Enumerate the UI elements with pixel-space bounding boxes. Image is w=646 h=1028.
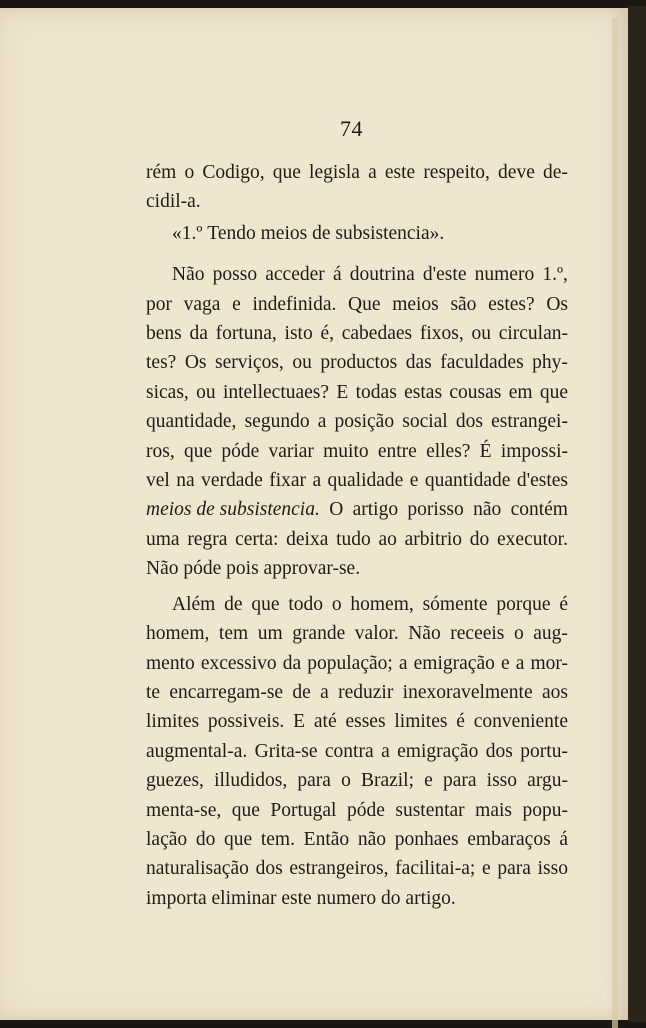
book-page xyxy=(0,8,628,1020)
word: meios xyxy=(260,222,308,244)
word: ao xyxy=(378,528,397,550)
word: mor- xyxy=(530,652,568,674)
text-line xyxy=(146,796,568,825)
word: que xyxy=(539,381,568,403)
word: do xyxy=(381,887,401,909)
text-line xyxy=(146,378,568,407)
word: o xyxy=(513,623,524,645)
word: Os xyxy=(546,293,568,315)
word: reduzir xyxy=(338,681,394,703)
word: dos xyxy=(485,740,513,762)
text-line xyxy=(146,590,568,619)
word: póde xyxy=(346,799,385,821)
word: esses xyxy=(345,711,386,733)
word: intellectuaes? xyxy=(222,381,330,403)
word: estrangei- xyxy=(491,411,568,433)
word: certa: xyxy=(235,528,279,550)
text-line xyxy=(146,348,568,377)
word: «1.º xyxy=(172,222,203,244)
word: importa xyxy=(146,887,207,909)
word: Codigo, xyxy=(202,162,265,183)
word: regra xyxy=(187,528,228,550)
word: Não xyxy=(146,558,179,580)
word: póde xyxy=(183,558,222,580)
word: fortuna, xyxy=(215,323,277,345)
word: cidil-a. xyxy=(146,191,201,213)
text-line xyxy=(146,707,568,736)
word: ponhaes xyxy=(394,828,459,850)
word: quantidade, xyxy=(146,411,237,433)
word: Então xyxy=(303,828,350,850)
word: Portugal xyxy=(270,799,337,821)
word: O xyxy=(329,499,344,521)
word: inexoravelmente xyxy=(402,681,533,703)
word: Não xyxy=(172,264,205,286)
word: estas xyxy=(404,381,443,403)
word: aos xyxy=(541,681,568,703)
word: é xyxy=(559,593,568,615)
text-line xyxy=(146,619,568,648)
word: mento xyxy=(146,652,195,674)
word: não xyxy=(357,828,386,850)
word: posição xyxy=(334,411,395,433)
word: todas xyxy=(355,381,397,403)
word: que xyxy=(231,799,260,821)
word: popu- xyxy=(522,799,568,821)
word: o xyxy=(184,162,195,183)
word: de xyxy=(312,222,331,244)
text-line xyxy=(146,737,568,766)
word: é, xyxy=(320,323,334,345)
page-fold-shadow xyxy=(612,18,618,1028)
text-line xyxy=(146,158,568,187)
word: Não xyxy=(408,623,441,645)
word: muito xyxy=(323,440,369,462)
word: de xyxy=(292,681,311,703)
word: homem, xyxy=(350,593,414,615)
word: segundo xyxy=(244,411,310,433)
word: tem xyxy=(218,623,249,645)
word: d'este xyxy=(422,264,467,286)
word: dos xyxy=(455,411,483,433)
word: na xyxy=(176,470,195,492)
word: meios de subsistencia. xyxy=(146,499,320,521)
word: emigração xyxy=(397,740,479,762)
word: o xyxy=(331,593,342,615)
word: do xyxy=(469,528,490,550)
book-edge xyxy=(628,6,646,1022)
word: E xyxy=(336,381,349,403)
word: isso xyxy=(537,858,568,880)
word: para xyxy=(297,770,331,792)
text-line xyxy=(146,466,568,495)
word: este xyxy=(281,887,312,909)
word: quantidade xyxy=(424,470,511,492)
text-line xyxy=(146,554,568,583)
word: ou xyxy=(196,381,216,403)
word: legisla xyxy=(309,162,360,183)
word: posso xyxy=(212,264,258,286)
text-line xyxy=(146,407,568,436)
text-line xyxy=(146,678,568,707)
word: phy- xyxy=(532,352,568,374)
word: ros, xyxy=(146,440,175,462)
text-line xyxy=(146,649,568,678)
word: e xyxy=(482,858,491,880)
word: fixos, xyxy=(419,323,464,345)
word: contra xyxy=(324,740,374,762)
word: o xyxy=(341,770,351,792)
word: eliminar xyxy=(211,887,277,909)
word: que xyxy=(251,593,280,615)
word: acceder xyxy=(265,264,325,286)
word: productos xyxy=(320,352,398,374)
word: Grita-se xyxy=(254,740,318,762)
word: fixar xyxy=(269,470,307,492)
word: Tendo xyxy=(207,222,256,244)
word: Brazil; xyxy=(360,770,415,792)
word: da xyxy=(189,323,208,345)
word: pois xyxy=(226,558,259,580)
word: Além xyxy=(172,593,216,615)
word: valor. xyxy=(354,623,399,645)
word: faculdades xyxy=(440,352,524,374)
word: cabedaes xyxy=(341,323,413,345)
word: qualidade xyxy=(327,470,404,492)
word: não xyxy=(473,499,502,521)
word: para xyxy=(442,770,477,792)
word: homem, xyxy=(146,623,210,645)
word: sustentar xyxy=(395,799,465,821)
word: deve xyxy=(498,162,535,183)
word: portu- xyxy=(520,740,568,762)
heading-line xyxy=(146,219,568,248)
word: a xyxy=(312,470,322,492)
word: até xyxy=(313,711,337,733)
word: grande xyxy=(292,623,346,645)
text-line xyxy=(146,766,568,795)
word: limites xyxy=(146,711,200,733)
word: aug- xyxy=(533,623,568,645)
word: indefinida. xyxy=(252,293,337,315)
word: circulan- xyxy=(498,323,568,345)
word: uma xyxy=(146,528,180,550)
word: da xyxy=(282,652,302,674)
word: receeis xyxy=(450,623,505,645)
word: a xyxy=(381,740,390,762)
word: meios xyxy=(392,293,439,315)
word: a xyxy=(398,652,408,674)
word: e xyxy=(232,293,241,315)
word: contém xyxy=(510,499,568,521)
word: bens xyxy=(146,323,182,345)
word: e xyxy=(409,470,419,492)
word: argu- xyxy=(527,770,568,792)
word: possiveis. xyxy=(207,711,285,733)
word: isso xyxy=(486,770,518,792)
word: verdade xyxy=(201,470,263,492)
word: conveniente xyxy=(473,711,568,733)
word: que xyxy=(224,828,253,850)
word: que xyxy=(272,162,301,183)
word: população; xyxy=(307,652,393,674)
word: lação xyxy=(146,828,188,850)
word: limites xyxy=(394,711,448,733)
word: excessivo xyxy=(200,652,277,674)
word: naturalisação xyxy=(146,858,249,880)
word: approvar-se. xyxy=(263,558,361,580)
word: este xyxy=(384,162,416,183)
word: isto xyxy=(284,323,313,345)
word: social xyxy=(402,411,448,433)
word: e xyxy=(424,770,433,792)
word: É xyxy=(479,440,492,462)
word: em xyxy=(508,381,533,403)
word: menta-se, xyxy=(146,799,222,821)
word: ou xyxy=(292,352,312,374)
word: estrangeiros, xyxy=(289,858,389,880)
word: tudo xyxy=(336,528,371,550)
word: para xyxy=(497,858,531,880)
word: augmental-a. xyxy=(146,740,248,762)
word: por xyxy=(146,293,172,315)
word: illudidos, xyxy=(214,770,288,792)
word: e xyxy=(500,652,510,674)
word: a xyxy=(320,681,329,703)
word: de- xyxy=(542,162,568,183)
word: sómente xyxy=(422,593,488,615)
word: executor. xyxy=(497,528,568,550)
word: vel xyxy=(146,470,170,492)
word: tem. xyxy=(260,828,295,850)
word: porisso xyxy=(407,499,464,521)
word: estes? xyxy=(488,293,535,315)
word: á xyxy=(559,828,568,850)
word: artigo. xyxy=(405,887,456,909)
word: doutrina xyxy=(349,264,415,286)
text-line xyxy=(146,854,568,883)
word: todo xyxy=(288,593,323,615)
word: sicas, xyxy=(146,381,189,403)
word: rém xyxy=(146,162,177,183)
word: á xyxy=(332,264,342,286)
word: numero xyxy=(474,264,535,286)
word: vaga xyxy=(183,293,221,315)
word: cousas xyxy=(449,381,502,403)
word: que xyxy=(183,440,213,462)
word: tes? xyxy=(146,352,177,374)
word: póde xyxy=(221,440,260,462)
word: Os xyxy=(184,352,207,374)
word: 1.º, xyxy=(542,264,568,286)
word: de xyxy=(224,593,243,615)
text-line xyxy=(146,260,568,289)
word: a xyxy=(317,411,327,433)
text-line xyxy=(146,290,568,319)
text-line xyxy=(146,825,568,854)
word: variar xyxy=(268,440,314,462)
word: do xyxy=(195,828,216,850)
word: numero xyxy=(316,887,377,909)
text-line xyxy=(146,884,568,913)
body-text xyxy=(146,158,568,913)
word: embaraços xyxy=(467,828,551,850)
word: a xyxy=(515,652,525,674)
word: é xyxy=(456,711,465,733)
text-line xyxy=(146,525,568,554)
word: das xyxy=(405,352,432,374)
word: subsistencia». xyxy=(335,222,445,244)
word: entre xyxy=(377,440,417,462)
word: respeito, xyxy=(423,162,490,183)
word: arbitrio xyxy=(404,528,463,550)
word: guezes, xyxy=(146,770,204,792)
word: te xyxy=(146,681,161,703)
word: d'estes xyxy=(516,470,568,492)
word: serviços, xyxy=(215,352,284,374)
text-line xyxy=(146,319,568,348)
word: impossi- xyxy=(500,440,568,462)
word: a xyxy=(368,162,377,183)
word: dos xyxy=(255,858,283,880)
page-number: 74 xyxy=(340,116,363,141)
word: facilitai-a; xyxy=(395,858,476,880)
word: deixa xyxy=(286,528,329,550)
word: E xyxy=(293,711,306,733)
text-line xyxy=(146,187,568,216)
word: porque xyxy=(496,593,551,615)
word: encarregam-se xyxy=(169,681,284,703)
word: mais xyxy=(475,799,513,821)
word: Que xyxy=(348,293,381,315)
word: emigração xyxy=(413,652,495,674)
text-line xyxy=(146,437,568,466)
word: um xyxy=(257,623,283,645)
word: artigo xyxy=(352,499,399,521)
word: ou xyxy=(471,323,491,345)
text-line xyxy=(146,495,568,524)
word: são xyxy=(450,293,477,315)
word: elles? xyxy=(426,440,471,462)
